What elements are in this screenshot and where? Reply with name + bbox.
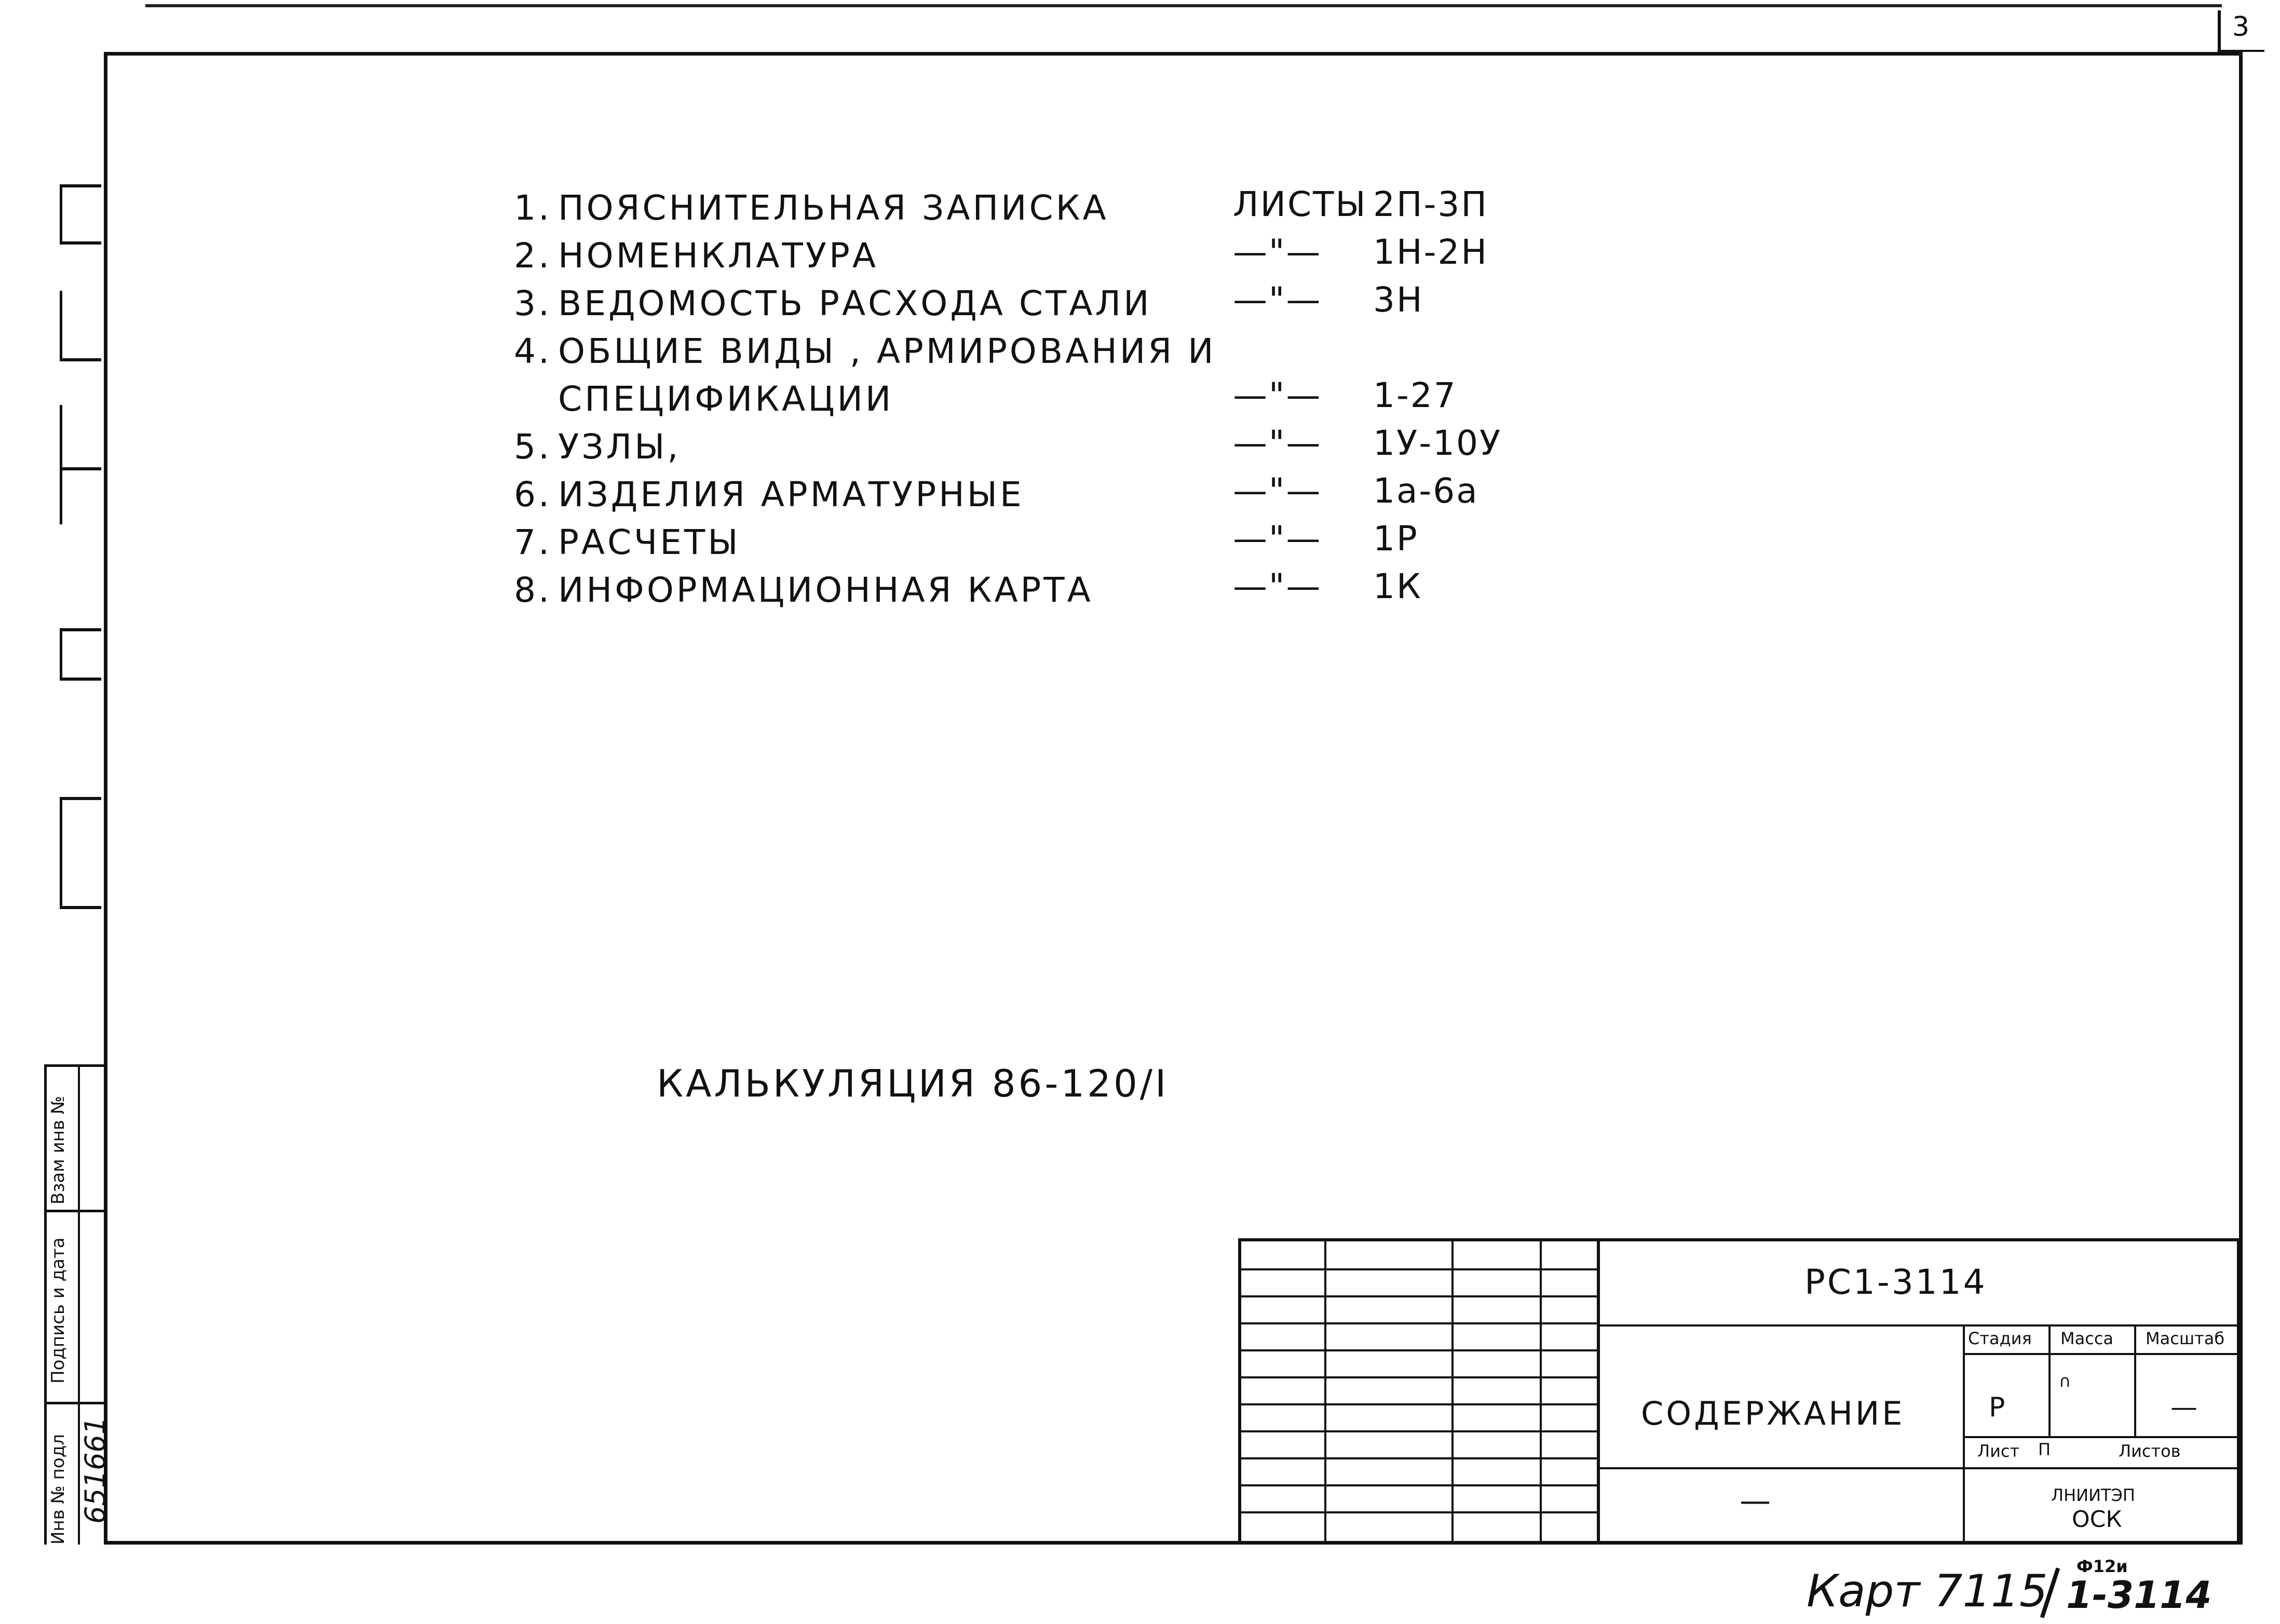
sheet-label: Лист [1977, 1441, 2020, 1461]
grid-line [1241, 1484, 1597, 1486]
organization-code: ОСК [2072, 1506, 2122, 1533]
margin-tick [60, 184, 62, 241]
title-block [1238, 1238, 2240, 1545]
grid-line [1597, 1467, 2241, 1469]
margin-tick [60, 241, 101, 245]
grid-line [1963, 1436, 2241, 1438]
page-number: 3 [2232, 11, 2250, 43]
grid-line [1241, 1268, 1597, 1270]
side-stamp-divider [44, 1402, 104, 1404]
top-border-line [145, 4, 2222, 7]
sheets-label: —"— [1233, 423, 1322, 463]
inv-number: 651661 [79, 1416, 112, 1524]
sheets-range: 1Н-2Н [1373, 232, 1489, 272]
sheets-label: —"— [1233, 471, 1322, 511]
calculation-note: КАЛЬКУЛЯЦИЯ 86-120/I [657, 1062, 1169, 1105]
grid-line [1241, 1403, 1597, 1405]
grid-line [2134, 1324, 2136, 1436]
grid-line [1451, 1241, 1454, 1542]
margin-tick [60, 405, 62, 524]
item-number: 6. [514, 475, 552, 515]
margin-tick [60, 678, 101, 681]
organization-name: ЛНИИТЭП [2051, 1485, 2135, 1505]
contents-row [514, 232, 878, 280]
sheets-label: —"— [1233, 566, 1322, 606]
item-number: 2. [514, 236, 552, 276]
sheets-range: 1Р [1373, 519, 1419, 559]
item-title: НОМЕНКЛАТУРА [558, 236, 878, 276]
inv-orig-label: Инв № подл [48, 1434, 69, 1545]
sheets-label: —"— [1233, 232, 1322, 272]
item-number: 1. [514, 188, 552, 228]
sheets-label: ЛИСТЫ [1233, 184, 1367, 224]
mass-value: ∩ [2059, 1371, 2071, 1391]
margin-tick [60, 797, 62, 906]
scale-header: Масштаб [2146, 1329, 2225, 1348]
item-number: 8. [514, 570, 552, 610]
sheets-range: 1-27 [1373, 375, 1457, 415]
scale-value: — [2170, 1392, 2197, 1423]
item-number: 7. [514, 522, 552, 562]
stage-header: Стадия [1968, 1329, 2032, 1348]
item-number: 4. [514, 331, 552, 371]
grid-line [1241, 1457, 1597, 1459]
item-title: ПОЯСНИТЕЛЬНАЯ ЗАПИСКА [558, 188, 1109, 228]
empty-field-dash: — [1740, 1483, 1771, 1519]
grid-line [1597, 1324, 2241, 1327]
sheet-value: П [2038, 1440, 2051, 1459]
item-title: СПЕЦИФИКАЦИИ [558, 379, 894, 419]
margin-tick [60, 797, 101, 800]
grid-line [1324, 1241, 1326, 1542]
grid-line [1241, 1376, 1597, 1378]
sheets-label: —"— [1233, 375, 1322, 415]
item-number: 5. [514, 427, 552, 467]
grid-line [1540, 1241, 1542, 1542]
grid-line [1241, 1295, 1597, 1297]
margin-tick [60, 467, 101, 470]
contents-row [514, 471, 1024, 519]
item-title: ВЕДОМОСТЬ РАСХОДА СТАЛИ [558, 283, 1152, 323]
item-title: ОБЩИЕ ВИДЫ , АРМИРОВАНИЯ И [558, 331, 1216, 371]
document-title: СОДЕРЖАНИЕ [1641, 1395, 1905, 1432]
grid-line [1241, 1430, 1597, 1432]
side-stamp-divider [44, 1210, 104, 1212]
item-number: 3. [514, 283, 552, 323]
contents-row [514, 280, 1151, 328]
contents-row [514, 566, 1093, 614]
mass-header: Масса [2060, 1329, 2114, 1348]
grid-line [1241, 1349, 1597, 1351]
grid-line [1963, 1353, 2241, 1355]
archive-code: 1-3114 [2066, 1573, 2212, 1617]
archive-note: Карт 7115 [1807, 1565, 2048, 1617]
contents-row [514, 328, 1216, 375]
item-title: ИНФОРМАЦИОННАЯ КАРТА [558, 570, 1093, 610]
contents-row [514, 423, 681, 471]
stage-value: Р [1989, 1392, 2005, 1423]
sheets-range: 2П-3П [1373, 184, 1489, 224]
item-title: РАСЧЕТЫ [558, 522, 741, 562]
item-title: ИЗДЕЛИЯ АРМАТУРНЫЕ [558, 475, 1024, 515]
contents-row [514, 375, 893, 423]
margin-tick [60, 628, 62, 680]
margin-tick [60, 358, 101, 361]
sheets-range: 1а-6а [1373, 471, 1479, 511]
margin-tick [60, 184, 101, 187]
designation: РС1-3114 [1804, 1262, 1987, 1302]
sheets-label: —"— [1233, 280, 1322, 320]
contents-row [514, 519, 741, 566]
margin-tick [60, 906, 101, 909]
sheets-range: 1К [1373, 566, 1422, 606]
sign-date-label: Подпись и дата [48, 1237, 69, 1384]
sheets-count-label: Листов [2119, 1441, 2181, 1461]
margin-tick [60, 291, 62, 358]
grid-line [1963, 1324, 1965, 1542]
sheets-range: 1У-10У [1373, 423, 1502, 463]
grid-line [1241, 1511, 1597, 1513]
format-label: Ф12и [2077, 1557, 2128, 1576]
grid-line [2048, 1324, 2051, 1436]
sheets-label: —"— [1233, 519, 1322, 559]
grid-line [1241, 1322, 1597, 1324]
margin-tick [60, 628, 101, 631]
item-title: УЗЛЫ, [558, 427, 681, 467]
grid-line [1597, 1241, 1600, 1542]
replace-inv-label: Взам инв № [48, 1095, 69, 1205]
sheets-range: 3Н [1373, 280, 1424, 320]
contents-row [514, 184, 1109, 232]
